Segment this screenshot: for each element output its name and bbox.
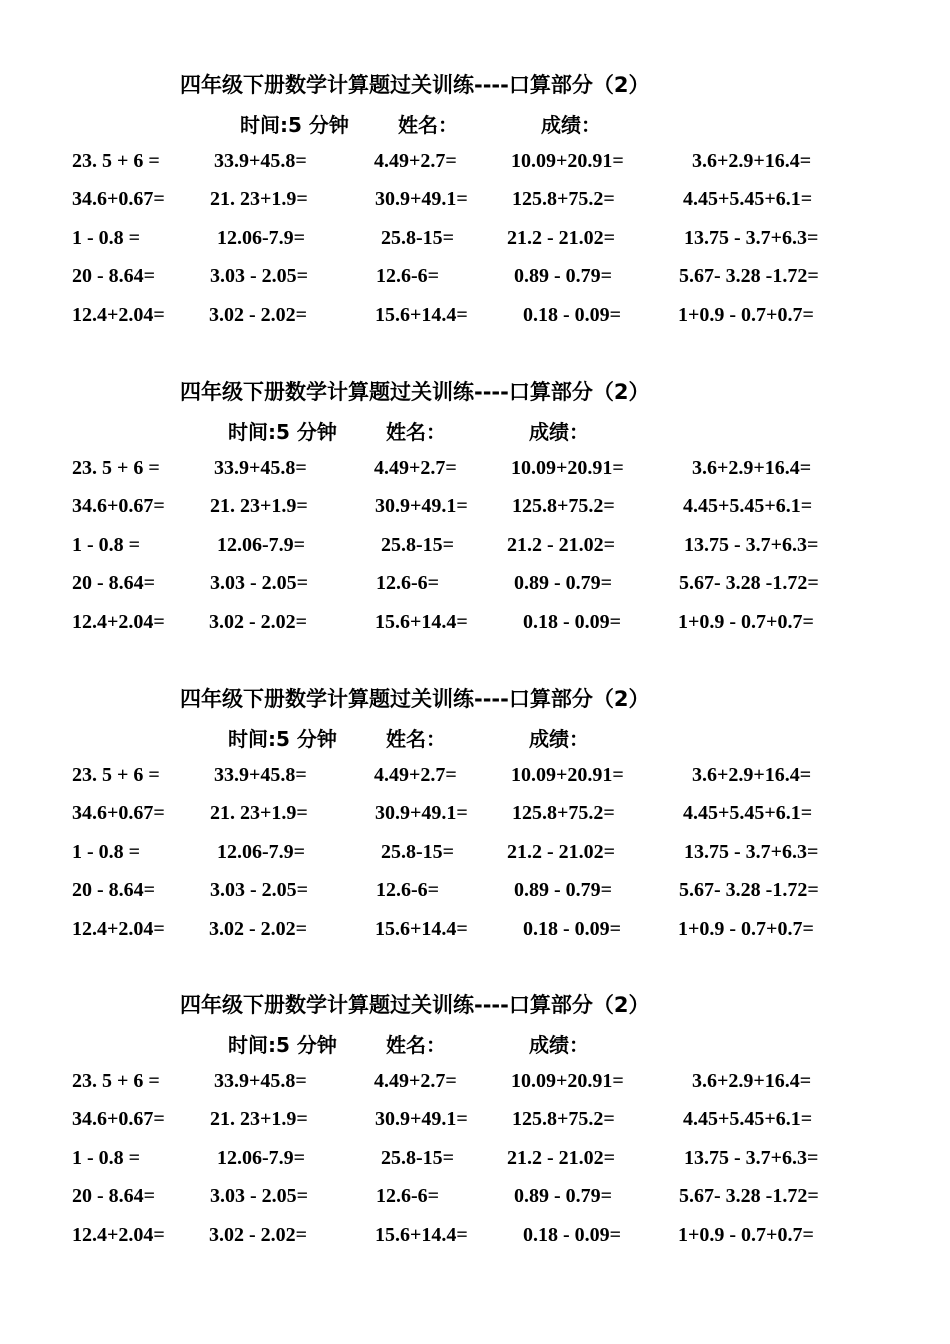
problem-item: 1 - 0.8 =: [72, 226, 141, 249]
problem-row: [0, 839, 950, 877]
exercise-section: [0, 992, 950, 1282]
time-label: 时间:5 分钟: [228, 420, 337, 444]
problem-item: 21. 23+1.9=: [210, 1108, 308, 1131]
problem-item: 21. 23+1.9=: [210, 802, 308, 825]
exercise-section: [0, 686, 950, 976]
problem-item: 33.9+45.8=: [214, 150, 307, 172]
problem-item: 12.6-6=: [376, 265, 440, 288]
problem-item: 34.6+0.67=: [72, 188, 165, 211]
problem-item: 10.09+20.91=: [511, 457, 624, 479]
problem-row: [0, 570, 950, 608]
problem-grid: [0, 148, 950, 340]
problem-item: 4.49+2.7=: [374, 764, 457, 786]
problem-row: [0, 493, 950, 531]
problem-item: 12.6-6=: [376, 879, 440, 902]
problem-item: 5.67- 3.28 -1.72=: [679, 879, 819, 902]
problem-grid: [0, 1068, 950, 1260]
problem-item: 125.8+75.2=: [512, 188, 615, 211]
problem-item: 20 - 8.64=: [72, 265, 156, 288]
problem-item: 0.89 - 0.79=: [514, 265, 613, 288]
problem-item: 125.8+75.2=: [512, 1108, 615, 1131]
problem-item: 1 - 0.8 =: [72, 533, 141, 556]
problem-item: 21.2 - 21.02=: [507, 840, 616, 863]
problem-item: 21.2 - 21.02=: [507, 1146, 616, 1169]
problem-item: 20 - 8.64=: [72, 572, 156, 595]
problem-item: 3.03 - 2.05=: [210, 879, 309, 902]
score-label: 成绩：: [529, 727, 589, 751]
problem-item: 3.02 - 2.02=: [209, 1223, 308, 1246]
problem-item: 1 - 0.8 =: [72, 1146, 141, 1169]
problem-row: [0, 800, 950, 838]
problem-item: 20 - 8.64=: [72, 879, 156, 902]
problem-item: 12.4+2.04=: [72, 917, 165, 940]
problem-row: [0, 916, 950, 954]
exercise-section: [0, 72, 950, 362]
problem-item: 0.89 - 0.79=: [514, 1185, 613, 1208]
problem-item: 30.9+49.1=: [375, 188, 468, 211]
problem-item: 125.8+75.2=: [512, 495, 615, 518]
problem-item: 125.8+75.2=: [512, 802, 615, 825]
problem-item: 15.6+14.4=: [375, 610, 468, 633]
problem-item: 4.45+5.45+6.1=: [683, 1108, 813, 1131]
problem-item: 13.75 - 3.7+6.3=: [684, 1146, 819, 1169]
problem-item: 3.03 - 2.05=: [210, 1185, 309, 1208]
problem-grid: [0, 455, 950, 647]
problem-item: 34.6+0.67=: [72, 802, 165, 825]
problem-item: 25.8-15=: [381, 840, 455, 863]
problem-item: 0.18 - 0.09=: [523, 303, 622, 326]
problem-row: [0, 1145, 950, 1183]
problem-item: 1 - 0.8 =: [72, 840, 141, 863]
problem-item: 30.9+49.1=: [375, 802, 468, 825]
problem-row: [0, 532, 950, 570]
problem-row: [0, 877, 950, 915]
problem-item: 3.6+2.9+16.4=: [692, 150, 812, 172]
problem-row: [0, 455, 950, 493]
problem-item: 4.45+5.45+6.1=: [683, 188, 813, 211]
problem-item: 4.49+2.7=: [374, 150, 457, 172]
problem-item: 33.9+45.8=: [214, 1070, 307, 1092]
problem-item: 23. 5 + 6 =: [72, 764, 160, 786]
section-title: 四年级下册数学计算题过关训练----口算部分（2）: [180, 380, 650, 404]
name-label: 姓名：: [386, 1033, 446, 1057]
problem-item: 20 - 8.64=: [72, 1185, 156, 1208]
score-label: 成绩：: [529, 420, 589, 444]
problem-item: 1+0.9 - 0.7+0.7=: [678, 917, 814, 940]
problem-item: 30.9+49.1=: [375, 1108, 468, 1131]
section-title: 四年级下册数学计算题过关训练----口算部分（2）: [180, 73, 650, 97]
problem-item: 13.75 - 3.7+6.3=: [684, 840, 819, 863]
problem-item: 0.18 - 0.09=: [523, 610, 622, 633]
problem-item: 12.6-6=: [376, 1185, 440, 1208]
exercise-section: [0, 379, 950, 669]
problem-item: 15.6+14.4=: [375, 1223, 468, 1246]
problem-item: 12.6-6=: [376, 572, 440, 595]
problem-item: 33.9+45.8=: [214, 764, 307, 786]
time-label: 时间:5 分钟: [228, 727, 337, 751]
problem-item: 3.02 - 2.02=: [209, 610, 308, 633]
problem-item: 12.06-7.9=: [217, 840, 306, 863]
problem-item: 1+0.9 - 0.7+0.7=: [678, 303, 814, 326]
problem-item: 12.4+2.04=: [72, 303, 165, 326]
problem-item: 10.09+20.91=: [511, 150, 624, 172]
problem-item: 13.75 - 3.7+6.3=: [684, 226, 819, 249]
problem-row: [0, 225, 950, 263]
problem-item: 4.45+5.45+6.1=: [683, 802, 813, 825]
problem-grid: [0, 762, 950, 954]
section-title: 四年级下册数学计算题过关训练----口算部分（2）: [180, 687, 650, 711]
problem-item: 4.49+2.7=: [374, 457, 457, 479]
name-label: 姓名：: [386, 420, 446, 444]
problem-item: 25.8-15=: [381, 226, 455, 249]
problem-item: 23. 5 + 6 =: [72, 1070, 160, 1092]
score-label: 成绩：: [529, 1033, 589, 1057]
problem-item: 3.6+2.9+16.4=: [692, 1070, 812, 1092]
problem-item: 1+0.9 - 0.7+0.7=: [678, 1223, 814, 1246]
problem-item: 10.09+20.91=: [511, 1070, 624, 1092]
problem-item: 12.06-7.9=: [217, 226, 306, 249]
problem-item: 21. 23+1.9=: [210, 495, 308, 518]
problem-item: 34.6+0.67=: [72, 495, 165, 518]
problem-item: 25.8-15=: [381, 1146, 455, 1169]
problem-item: 21. 23+1.9=: [210, 188, 308, 211]
problem-item: 25.8-15=: [381, 533, 455, 556]
problem-row: [0, 1106, 950, 1144]
problem-item: 10.09+20.91=: [511, 764, 624, 786]
problem-item: 4.49+2.7=: [374, 1070, 457, 1092]
problem-item: 15.6+14.4=: [375, 917, 468, 940]
problem-item: 3.02 - 2.02=: [209, 917, 308, 940]
problem-item: 12.06-7.9=: [217, 1146, 306, 1169]
problem-item: 34.6+0.67=: [72, 1108, 165, 1131]
problem-item: 3.6+2.9+16.4=: [692, 764, 812, 786]
problem-item: 23. 5 + 6 =: [72, 150, 160, 172]
problem-row: [0, 762, 950, 800]
problem-item: 21.2 - 21.02=: [507, 226, 616, 249]
problem-item: 4.45+5.45+6.1=: [683, 495, 813, 518]
problem-item: 0.18 - 0.09=: [523, 1223, 622, 1246]
problem-item: 23. 5 + 6 =: [72, 457, 160, 479]
problem-row: [0, 263, 950, 301]
problem-item: 0.89 - 0.79=: [514, 879, 613, 902]
problem-row: [0, 148, 950, 186]
problem-row: [0, 1068, 950, 1106]
problem-row: [0, 186, 950, 224]
name-label: 姓名：: [398, 113, 458, 137]
problem-row: [0, 1183, 950, 1221]
problem-row: [0, 609, 950, 647]
problem-row: [0, 302, 950, 340]
time-label: 时间:5 分钟: [228, 1033, 337, 1057]
problem-item: 12.06-7.9=: [217, 533, 306, 556]
problem-item: 12.4+2.04=: [72, 1223, 165, 1246]
problem-item: 3.03 - 2.05=: [210, 265, 309, 288]
problem-item: 0.89 - 0.79=: [514, 572, 613, 595]
problem-item: 21.2 - 21.02=: [507, 533, 616, 556]
name-label: 姓名：: [386, 727, 446, 751]
problem-item: 33.9+45.8=: [214, 457, 307, 479]
problem-item: 13.75 - 3.7+6.3=: [684, 533, 819, 556]
problem-item: 5.67- 3.28 -1.72=: [679, 265, 819, 288]
problem-item: 0.18 - 0.09=: [523, 917, 622, 940]
time-label: 时间:5 分钟: [240, 113, 349, 137]
score-label: 成绩：: [541, 113, 601, 137]
problem-item: 3.02 - 2.02=: [209, 303, 308, 326]
problem-row: [0, 1222, 950, 1260]
problem-item: 1+0.9 - 0.7+0.7=: [678, 610, 814, 633]
problem-item: 30.9+49.1=: [375, 495, 468, 518]
section-title: 四年级下册数学计算题过关训练----口算部分（2）: [180, 993, 650, 1017]
problem-item: 3.03 - 2.05=: [210, 572, 309, 595]
problem-item: 15.6+14.4=: [375, 303, 468, 326]
problem-item: 5.67- 3.28 -1.72=: [679, 1185, 819, 1208]
problem-item: 12.4+2.04=: [72, 610, 165, 633]
problem-item: 3.6+2.9+16.4=: [692, 457, 812, 479]
problem-item: 5.67- 3.28 -1.72=: [679, 572, 819, 595]
